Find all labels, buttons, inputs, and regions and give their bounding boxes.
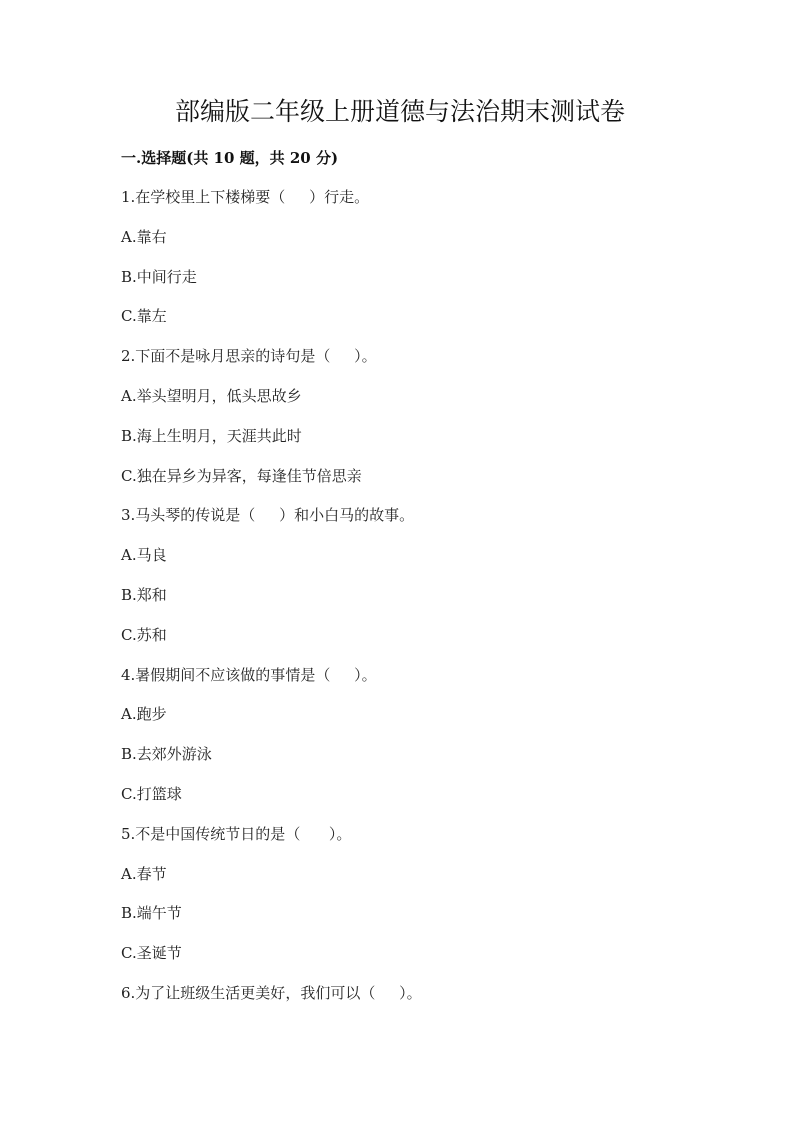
question-3-option-c: C.苏和 — [121, 625, 167, 644]
question-1-option-a: A.靠右 — [121, 227, 167, 246]
question-4-option-b: B.去郊外游泳 — [121, 745, 212, 764]
question-3-option-a: A.马良 — [121, 546, 167, 565]
question-4-option-a: A.跑步 — [121, 705, 167, 724]
question-1: 1.在学校里上下楼梯要（ ）行走。 — [121, 188, 370, 206]
question-4: 4.暑假期间不应该做的事情是（ ）。 — [121, 665, 377, 684]
question-2-option-a: A.举头望明月，低头思故乡 — [121, 386, 302, 405]
question-2: 2.下面不是咏月思亲的诗句是（ ）。 — [121, 347, 377, 366]
page-title: 部编版二年级上册道德与法治期末测试卷 — [174, 97, 625, 126]
question-list — [121, 185, 721, 1021]
question-1-option-b: B.中间行走 — [121, 267, 197, 286]
question-3: 3.马头琴的传说是（ ）和小白马的故事。 — [121, 506, 415, 525]
question-5-option-c: C.圣诞节 — [121, 944, 182, 963]
question-5-option-a: A.春节 — [121, 864, 167, 883]
question-4-option-c: C.打篮球 — [121, 784, 182, 803]
question-2-option-b: B.海上生明月，天涯共此时 — [121, 426, 302, 445]
question-1-option-c: C.靠左 — [121, 307, 167, 326]
question-2-option-c: C.独在异乡为异客，每逢佳节倍思亲 — [121, 466, 362, 485]
section-heading: 一.选择题(共 10 题，共 20 分) — [121, 149, 339, 167]
question-5-option-b: B.端午节 — [121, 904, 182, 923]
question-5: 5.不是中国传统节日的是（ ）。 — [121, 824, 352, 843]
question-3-option-b: B.郑和 — [121, 585, 167, 604]
question-6: 6.为了让班级生活更美好，我们可以（ ）。 — [121, 983, 422, 1002]
